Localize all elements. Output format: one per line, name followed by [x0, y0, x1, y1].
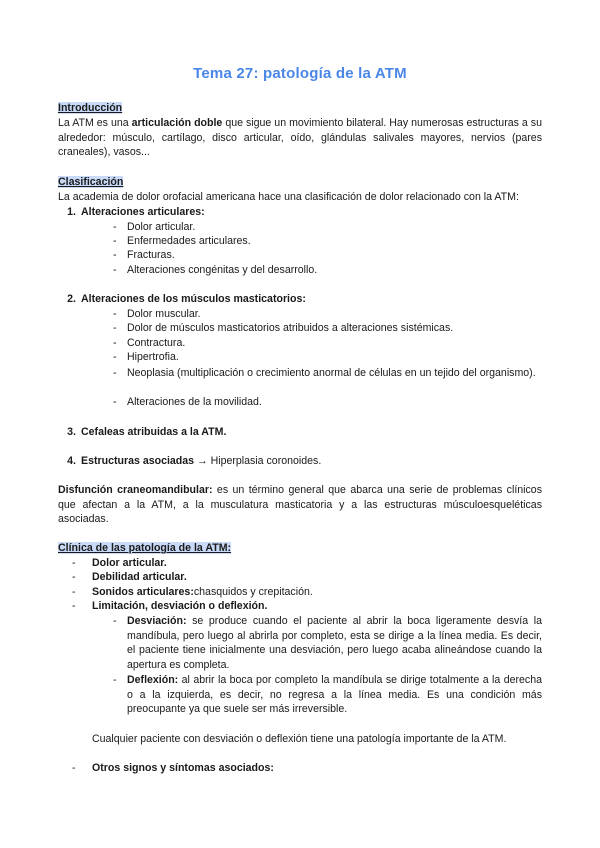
clasificacion-intro: La academia de dolor orofacial americana hace una clasificación de dolor relacionado con la ATM: [58, 191, 519, 203]
intro-bold: articulación doble [131, 117, 223, 129]
group-4-label: Estructuras asociadas [81, 455, 195, 467]
group-2-label: Alteraciones de los músculos masticatorios: [81, 293, 306, 305]
group-1-number: 1. [67, 206, 76, 218]
intro-text-b: que sigue un movimiento bilateral. Hay numerosas estructuras a su alrededor: músculo, cartílago, disco articular, oído, glándulas salivales mayores, nervios (pares craneales), vasos... [58, 117, 542, 159]
list-item-text: Hipertrofia. [127, 351, 179, 363]
deflexion-text: Deflexión: al abrir la boca por completo la mandíbula se dirige totalmente a la derecha o a la izquierda, es decir, no regresa a la línea media. Es una condición más preocupante ya que suele ser más irreversible. [127, 674, 542, 716]
group-2-number: 2. [67, 293, 76, 305]
clinica-heading [58, 541, 231, 556]
list-item-text: Alteraciones de la movilidad. [127, 396, 262, 408]
group-4-rest: Hiperplasia coronoides. [210, 455, 322, 467]
list-item-text: Sonidos articulares: [92, 586, 194, 598]
list-item-text: Enfermedades articulares. [127, 235, 251, 247]
list-item: - Limitación, desviación o deflexión. [72, 600, 268, 612]
list-item-text: Fracturas. [127, 249, 175, 261]
list-item: - Alteraciones de la movilidad. [113, 396, 262, 408]
clinica-note: Cualquier paciente con desviación o deflexión tiene una patología importante de la ATM. [92, 733, 507, 745]
desviacion-text: Desviación: se produce cuando el paciente al abrir la boca ligeramente desvía la mandíbula, pero luego al abrirla por completo, esta se dirige a la línea media. Es decir, el paciente tiene inicialmente una desviación, pero luego acaba alineándose cuando la apertura es completa. [127, 615, 542, 671]
desviacion-item: - Desviación: se produce cuando el paciente al abrir la boca ligeramente desvía la mandíbula, pero luego al abrirla por completo, esta se dirige a la línea media. Es decir, el paciente tiene inicialmente una desviación, pero luego acaba alineándose cuando la apertura es completa. [113, 615, 542, 671]
list-item-text: Otros signos y síntomas asociados: [92, 762, 274, 774]
clasificacion-heading-text: Clasificación [58, 176, 124, 188]
list-item-text: Debilidad articular. [92, 571, 187, 583]
list-item: - Neoplasia (multiplicación o crecimiento anormal de células en un tejido del organismo). [113, 366, 542, 381]
list-item-text: Dolor articular. [127, 221, 196, 233]
list-item-text: Alteraciones congénitas y del desarrollo. [127, 264, 318, 276]
list-item-text: Neoplasia (multiplicación o crecimiento anormal de células en un tejido del organismo). [127, 367, 536, 379]
clasificacion-group-4 [58, 454, 321, 469]
group-3-label: Cefaleas atribuidas a la ATM. [81, 426, 227, 438]
disfuncion-text: es un término general que abarca una serie de problemas clínicos que afectan a la ATM, a la musculatura masticatoria y a las estructuras músculoesqueléticas asociadas. [58, 484, 542, 526]
group-3-number: 3. [67, 426, 76, 438]
disfuncion-bold: Disfunción craneomandibular: [58, 484, 213, 496]
group-1-label: Alteraciones articulares: [81, 206, 205, 218]
intro-heading [58, 101, 122, 116]
list-item: - Otros signos y síntomas asociados: [72, 762, 274, 774]
clasificacion-group-3 [58, 425, 226, 440]
list-item: - Dolor articular. [113, 221, 196, 233]
clasificacion-group-1 [58, 205, 205, 220]
intro-text-a: La ATM es una [58, 117, 132, 129]
list-item: - Alteraciones congénitas y del desarrollo. [113, 264, 318, 276]
intro-paragraph [58, 116, 542, 160]
list-item: - Dolor de músculos masticatorios atribuidos a alteraciones sistémicas. [113, 322, 454, 334]
list-item-text: Dolor de músculos masticatorios atribuidos a alteraciones sistémicas. [127, 322, 454, 334]
document-title: Tema 27: patología de la ATM [193, 65, 407, 82]
arrow-icon: → [197, 455, 208, 467]
list-item: - Dolor muscular. [113, 308, 201, 320]
list-item: - Hipertrofia. [113, 351, 179, 363]
clinica-heading-text: Clínica de las patología de la ATM: [58, 542, 232, 554]
disfuncion-paragraph [58, 483, 542, 527]
group-4-number: 4. [67, 455, 76, 467]
list-item: - Enfermedades articulares. [113, 235, 251, 247]
list-item-text: Dolor muscular. [127, 308, 201, 320]
list-item: - Contractura. [113, 337, 186, 349]
clasificacion-heading [58, 175, 123, 190]
list-item: - Sonidos articulares: chasquidos y crepitación. [72, 586, 313, 598]
intro-heading-text: Introducción [58, 102, 123, 114]
list-item: - Fracturas. [113, 249, 175, 261]
list-item: - Dolor articular. [72, 557, 167, 569]
list-item-text: Contractura. [127, 337, 186, 349]
list-item-text: Dolor articular. [92, 557, 167, 569]
deflexion-item: - Deflexión: al abrir la boca por completo la mandíbula se dirige totalmente a la derecha o a la izquierda, es decir, no regresa a la línea media. Es una condición más preocupante ya que suele ser más irreversible. [113, 674, 542, 716]
clasificacion-group-2 [58, 292, 306, 307]
list-item: - Debilidad articular. [72, 571, 187, 583]
list-item-text: Limitación, desviación o deflexión. [92, 600, 268, 612]
